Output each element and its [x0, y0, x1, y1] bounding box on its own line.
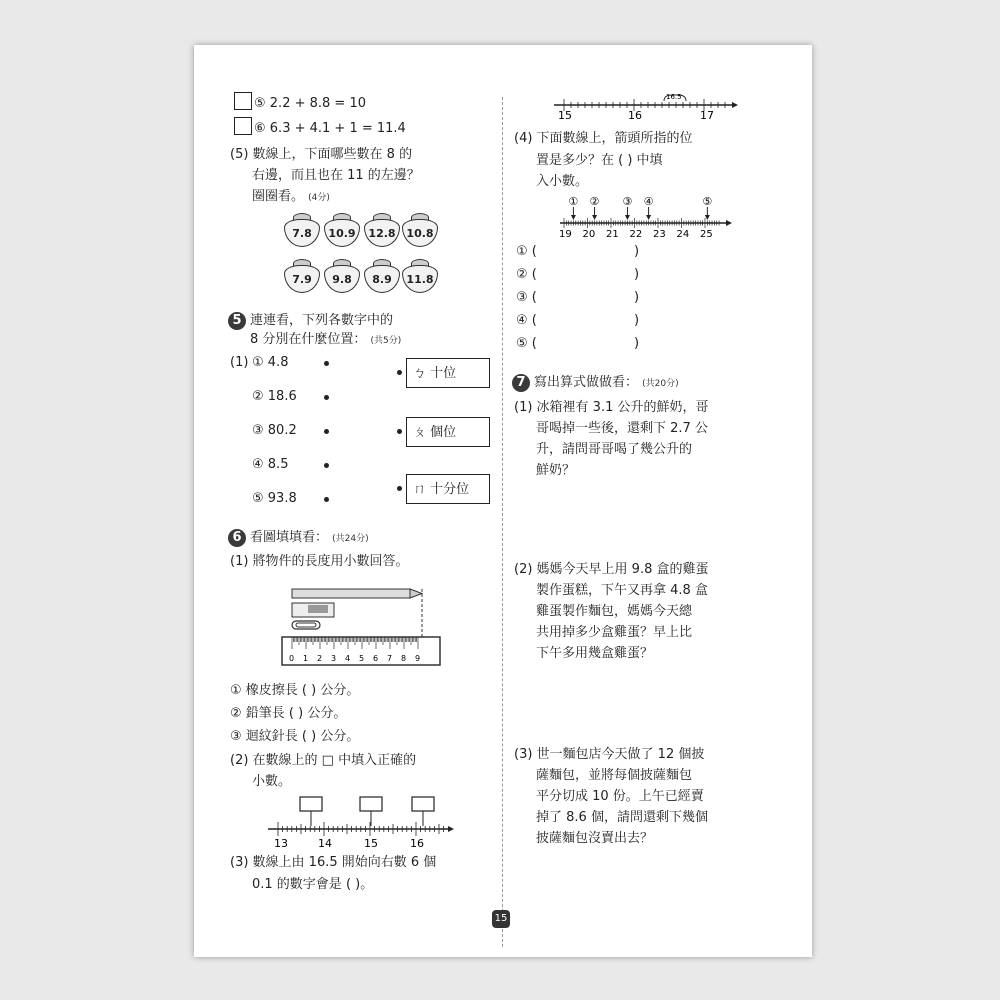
section-5-part: (1) [230, 355, 249, 370]
s7q1-line3: 升，請問哥哥喝了幾公升的 [536, 442, 693, 457]
strawberry-option[interactable]: 11.8 [402, 259, 438, 291]
s7q3-line5: 披薩麵包沒賣出去？ [536, 831, 654, 846]
q4-answer-3: ③ ( [516, 290, 537, 305]
ruler-tick-label: 6 [373, 654, 379, 663]
ruler-tick-label: 2 [317, 654, 323, 663]
pencil-icon [292, 589, 410, 598]
section-6-q2-line2: 小數。 [252, 774, 292, 789]
worksheet-page: ⑤ 2.2 + 8.8 = 10 ⑥ 6.3 + 4.1 + 1 = 11.4 (5) 數線上，下面哪些數在 8 的 右邊，而且也在 11 的左邊？ 圈圈看。 (4分) 7.8 10.9 12.8 10.8 7.9 9.8 8.9 11.8 5 連連看，下列各數字中的 8 分別在什麼位置： (共5分) (1) ① 4.8 ② 18.6 ③ 80.2 ④ 8.5 ⑤ 93.8 ㄅ 十位 ㄆ 個位 ㄇ 十分位 6 看圖填填看： (共24分) (1) 將物件的長度用小數回答。 0 1 2 3 4 5 6 7 8 9 ① 橡皮擦長 ( ) 公分。 ② 鉛筆長 ( ) 公分。 ③ 迴紋針長 ( ) 公分。 (2) 在數線上的 □ 中填入正確的 小數。 13 14 15 16 (3) 數線上由 16.5 開始向右數 6 個 0.1 的數字會是 ( )。 16.5 15 16 17 (4) 下面數線上，箭頭所指的位 置是多少？在 ( ) 中填 入小數。 ① ② ③ ④ ⑤ 19 20 21 22 23 24 25 ① ( ② ( ③ ( ④ ( ⑤ ( ) ) ) ) ) 7 寫出算式做做看： (共20分) (1) 冰箱裡有 3.1 公升的鮮奶，哥 哥喝掉一些後，還剩下 2.7 公 升，請問哥哥喝了幾公升的 鮮奶？ (2) 媽媽今天早上用 9.8 盒的雞蛋 製作蛋糕，下午又再拿 4.8 盒 雞蛋製作麵包，媽媽今天總 共用掉多少盒雞蛋？早上比 下午多用幾盒雞蛋？ (3) 世一麵包店今天做了 12 個披 薩麵包，並將每個披薩麵包 平分切成 10 份。上午已經賣 掉了 8.6 個，請問還剩下幾個 披薩麵包沒賣出去？ 15 [194, 45, 812, 957]
strawberry-option[interactable]: 7.9 [284, 259, 320, 291]
marker-label: 16.5 [666, 93, 682, 101]
nl2-label: 16 [410, 837, 424, 850]
arrow-label: ② [589, 195, 600, 208]
column-divider [502, 97, 503, 947]
arrow-label: ③ [622, 195, 633, 208]
match-dot-left[interactable] [324, 361, 329, 366]
section-6-badge: 6 [228, 529, 246, 547]
strawberry-option[interactable]: 10.9 [324, 213, 360, 245]
section-7-title: 寫出算式做做看： (共20分) [534, 375, 679, 390]
answer-box [412, 797, 434, 811]
ruler-tick-label: 4 [345, 654, 351, 663]
q4-answer-1: ① ( [516, 244, 537, 259]
nl4-label: 23 [653, 229, 666, 239]
arrow-label: ④ [643, 195, 654, 208]
q4-answer-5: ⑤ ( [516, 336, 537, 351]
nl2-label: 13 [274, 837, 288, 850]
nl4-label: 19 [559, 229, 572, 239]
section-6-q3-line2: 0.1 的數字會是 ( )。 [252, 877, 374, 892]
ruler-tick-label: 3 [331, 654, 337, 663]
strawberry-option[interactable]: 8.9 [364, 259, 400, 291]
strawberry-option[interactable]: 10.8 [402, 213, 438, 245]
match-dot-right[interactable] [397, 370, 402, 375]
number-line-19-25 [558, 195, 734, 239]
s7q2-line3: 雞蛋製作麵包，媽媽今天總 [536, 604, 693, 619]
nl4-label: 25 [700, 229, 713, 239]
ruler-tick-label: 5 [359, 654, 365, 663]
section-6-q3-line1: (3) 數線上由 16.5 開始向右數 6 個 [230, 855, 437, 870]
eraser-answer: ① 橡皮擦長 ( ) 公分。 [230, 683, 360, 698]
nl1-label: 17 [700, 109, 714, 121]
answer-checkbox[interactable] [234, 117, 252, 135]
match-number-1: ① 4.8 [252, 355, 289, 370]
match-dot-left[interactable] [324, 497, 329, 502]
match-dot-right[interactable] [397, 486, 402, 491]
item-5-text: ⑤ 2.2 + 8.8 = 10 [254, 96, 366, 111]
match-number-5: ⑤ 93.8 [252, 491, 297, 506]
item-5-row [234, 92, 366, 114]
section-5-line2: 8 分別在什麼位置： (共5分) [250, 332, 402, 347]
number-line-15-17 [552, 89, 742, 121]
q4-line2: 置是多少？在 ( ) 中填 [536, 153, 663, 168]
s7q3-line4: 掉了 8.6 個，請問還剩下幾個 [536, 810, 708, 825]
match-number-4: ④ 8.5 [252, 457, 289, 472]
ruler-figure [280, 583, 444, 667]
page-number: 15 [492, 910, 510, 928]
nl4-label: 21 [606, 229, 619, 239]
place-box-tens: ㄅ 十位 [406, 358, 490, 388]
section-5-line1: 連連看，下列各數字中的 [250, 313, 394, 328]
ruler-tick-label: 0 [289, 654, 295, 663]
nl4-label: 20 [582, 229, 596, 239]
item-6-row [234, 117, 406, 139]
q4-answer-4: ④ ( [516, 313, 537, 328]
q4-answer-2: ② ( [516, 267, 537, 282]
arrow-label: ① [568, 195, 579, 208]
number-line-13-16 [266, 795, 456, 851]
ruler-tick-label: 8 [401, 654, 407, 663]
p5-line2: 右邊，而且也在 11 的左邊？ [252, 168, 420, 183]
arrow-label: ⑤ [702, 195, 713, 208]
section-6-title: 看圖填填看： (共24分) [250, 530, 369, 545]
s7q1-line2: 哥喝掉一些後，還剩下 2.7 公 [536, 421, 708, 436]
ruler-tick-label: 9 [415, 654, 421, 663]
paperclip-answer: ③ 迴紋針長 ( ) 公分。 [230, 729, 360, 744]
place-box-tenths: ㄇ 十分位 [406, 474, 490, 504]
section-7-badge: 7 [512, 374, 530, 392]
nl4-label: 24 [676, 229, 690, 239]
nl1-label: 16 [628, 109, 642, 121]
match-number-3: ③ 80.2 [252, 423, 297, 438]
match-dot-left[interactable] [324, 429, 329, 434]
strawberry-option[interactable]: 12.8 [364, 213, 400, 245]
match-dot-left[interactable] [324, 463, 329, 468]
pencil-answer: ② 鉛筆長 ( ) 公分。 [230, 706, 347, 721]
q4-line3: 入小數。 [536, 174, 589, 189]
p5-line3: 圈圈看。 (4分) [252, 189, 330, 204]
s7q1-line1: (1) 冰箱裡有 3.1 公升的鮮奶，哥 [514, 400, 709, 415]
s7q2-line4: 共用掉多少盒雞蛋？早上比 [536, 625, 693, 640]
s7q1-line4: 鮮奶？ [536, 463, 576, 478]
section-5-badge: 5 [228, 312, 246, 330]
s7q2-line2: 製作蛋糕，下午又再拿 4.8 盒 [536, 583, 708, 598]
match-dot-right[interactable] [397, 429, 402, 434]
nl2-label: 14 [318, 837, 332, 850]
match-dot-left[interactable] [324, 395, 329, 400]
strawberry-option[interactable]: 7.8 [284, 213, 320, 245]
s7q2-line1: (2) 媽媽今天早上用 9.8 盒的雞蛋 [514, 562, 709, 577]
section-6-q1: (1) 將物件的長度用小數回答。 [230, 554, 409, 569]
place-box-ones: ㄆ 個位 [406, 417, 490, 447]
strawberry-option[interactable]: 9.8 [324, 259, 360, 291]
ruler-tick-label: 7 [387, 654, 393, 663]
p5-line1: (5) 數線上，下面哪些數在 8 的 [230, 147, 413, 162]
section-6-q2-line1: (2) 在數線上的 □ 中填入正確的 [230, 753, 417, 768]
nl4-label: 22 [629, 229, 643, 239]
answer-box [360, 797, 382, 811]
s7q3-line3: 平分切成 10 份。上午已經賣 [536, 789, 704, 804]
nl1-label: 15 [558, 109, 572, 121]
item-6-text: ⑥ 6.3 + 4.1 + 1 = 11.4 [254, 121, 406, 136]
s7q3-line2: 薩麵包，並將每個披薩麵包 [536, 768, 693, 783]
nl2-label: 15 [364, 837, 378, 850]
s7q2-line5: 下午多用幾盒雞蛋？ [536, 646, 654, 661]
answer-box [300, 797, 322, 811]
s7q3-line1: (3) 世一麵包店今天做了 12 個披 [514, 747, 705, 762]
match-number-2: ② 18.6 [252, 389, 297, 404]
ruler-tick-label: 1 [303, 654, 309, 663]
answer-checkbox[interactable] [234, 92, 252, 110]
q4-line1: (4) 下面數線上，箭頭所指的位 [514, 131, 693, 146]
